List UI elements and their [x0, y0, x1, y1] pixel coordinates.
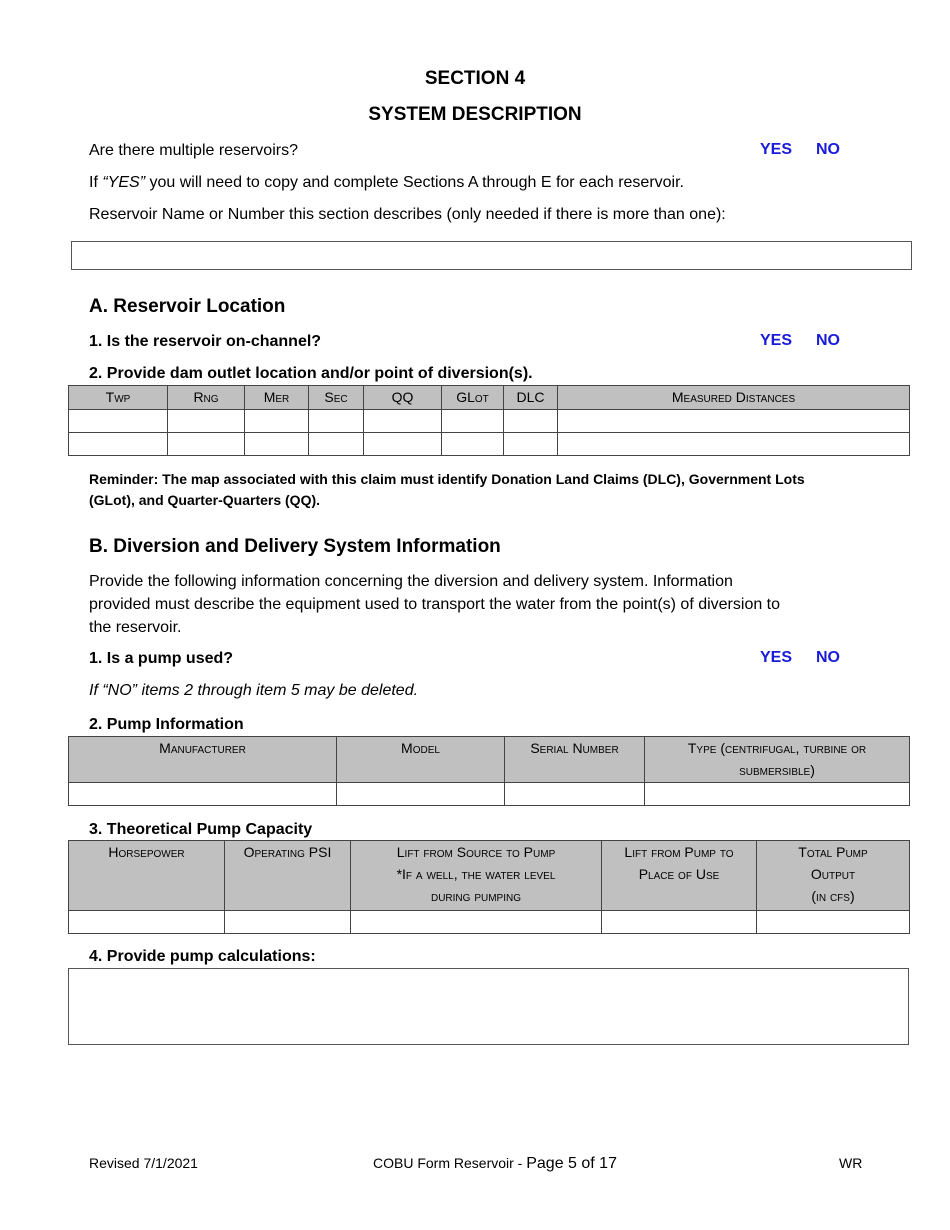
glot-cell[interactable] [442, 433, 504, 456]
header-twp: Twp [69, 386, 168, 410]
model-cell[interactable] [337, 783, 505, 806]
header-lift-source-line-1: Lift from Source to Pump [396, 844, 556, 860]
page-title: SYSTEM DESCRIPTION [368, 104, 582, 125]
diversion-description-line-1: Provide the following information concerning the diversion and delivery system. Information [89, 573, 733, 590]
mer-cell[interactable] [245, 433, 309, 456]
header-total-output-line-2: Output [810, 866, 856, 882]
lift-use-cell[interactable] [602, 911, 757, 934]
operating-psi-cell[interactable] [225, 911, 351, 934]
header-lift-source-line-3: during pumping [430, 888, 521, 904]
header-total-output [757, 841, 910, 911]
header-dlc: DLC [504, 386, 558, 410]
twp-cell[interactable] [69, 410, 168, 433]
on-channel-yes[interactable]: YES [760, 332, 793, 349]
diversion-description-line-2: provided must describe the equipment used to transport the water from the point(s) of diversion to [89, 596, 781, 613]
pump-capacity-table [68, 840, 910, 934]
if-yes-prefix: If [89, 174, 103, 191]
pump-calculations-field[interactable] [68, 968, 909, 1045]
location-table [68, 385, 910, 456]
if-yes-instruction [89, 173, 684, 193]
map-reminder-line-1: Reminder: The map associated with this claim must identify Donation Land Claims (DLC), Government Lots [89, 471, 805, 487]
multiple-reservoirs-no[interactable]: NO [816, 141, 840, 158]
header-qq: QQ [364, 386, 442, 410]
serial-number-cell[interactable] [505, 783, 645, 806]
pump-capacity-label: 3. Theoretical Pump Capacity [89, 821, 313, 838]
pump-note: If “NO” items 2 through item 5 may be deleted. [89, 682, 419, 699]
lift-source-cell[interactable] [351, 911, 602, 934]
section-number: SECTION 4 [424, 68, 526, 89]
horsepower-cell[interactable] [69, 911, 225, 934]
map-reminder [89, 469, 859, 511]
header-lift-use-line-2: Place of Use [638, 866, 720, 882]
if-yes-quote: “YES” [102, 174, 146, 191]
pump-used-yes[interactable]: YES [760, 649, 793, 666]
pump-information-table [68, 736, 910, 806]
header-horsepower: Horsepower [69, 841, 225, 911]
multiple-reservoirs-yes[interactable]: YES [760, 141, 793, 158]
header-glot: GLot [442, 386, 504, 410]
sec-cell[interactable] [309, 410, 364, 433]
page-number: Page 5 of 17 [526, 1155, 617, 1172]
pump-used-question: 1. Is a pump used? [89, 650, 234, 667]
header-measured-distances: Measured Distances [558, 386, 910, 410]
pump-information-label: 2. Pump Information [89, 716, 244, 733]
form-page-footer [373, 1155, 617, 1173]
dlc-cell[interactable] [504, 433, 558, 456]
header-total-output-line-1: Total Pump [798, 844, 868, 860]
rng-cell[interactable] [168, 410, 245, 433]
qq-cell[interactable] [364, 433, 442, 456]
header-rng: Rng [168, 386, 245, 410]
table-row [69, 410, 910, 433]
header-mer: Mer [245, 386, 309, 410]
reservoir-name-field[interactable] [71, 241, 912, 270]
rng-cell[interactable] [168, 433, 245, 456]
twp-cell[interactable] [69, 433, 168, 456]
measured-distances-cell[interactable] [558, 410, 910, 433]
on-channel-question: 1. Is the reservoir on-channel? [89, 333, 322, 350]
sec-cell[interactable] [309, 433, 364, 456]
header-model: Model [337, 737, 505, 783]
header-type-line-1: Type (centrifugal, turbine or [687, 740, 867, 756]
dlc-cell[interactable] [504, 410, 558, 433]
form-name: COBU Form Reservoir - [373, 1155, 527, 1171]
header-manufacturer: Manufacturer [69, 737, 337, 783]
reservoir-name-label: Reservoir Name or Number this section describes (only needed if there is more than one): [89, 206, 726, 223]
header-operating-psi: Operating PSI [225, 841, 351, 911]
table-row [69, 783, 910, 806]
table-row [69, 911, 910, 934]
pump-calculations-label: 4. Provide pump calculations: [89, 948, 316, 965]
total-output-cell[interactable] [757, 911, 910, 934]
header-lift-source [351, 841, 602, 911]
header-lift-use-line-1: Lift from Pump to [624, 844, 734, 860]
glot-cell[interactable] [442, 410, 504, 433]
table-row [69, 433, 910, 456]
revised-date: Revised 7/1/2021 [89, 1155, 198, 1171]
on-channel-no[interactable]: NO [816, 332, 840, 349]
diversion-description [89, 570, 859, 639]
mer-cell[interactable] [245, 410, 309, 433]
multiple-reservoirs-question: Are there multiple reservoirs? [89, 142, 298, 159]
qq-cell[interactable] [364, 410, 442, 433]
if-yes-rest: you will need to copy and complete Sections A through E for each reservoir. [145, 174, 684, 191]
dam-outlet-question: 2. Provide dam outlet location and/or point of diversion(s). [89, 365, 533, 382]
section-b-title: B. Diversion and Delivery System Information [89, 536, 501, 557]
header-type [645, 737, 910, 783]
pump-used-no[interactable]: NO [816, 649, 840, 666]
type-cell[interactable] [645, 783, 910, 806]
form-code: WR [839, 1155, 863, 1171]
manufacturer-cell[interactable] [69, 783, 337, 806]
header-serial-number: Serial Number [505, 737, 645, 783]
measured-distances-cell[interactable] [558, 433, 910, 456]
header-lift-source-line-2: *If a well, the water level [396, 866, 556, 882]
map-reminder-line-2: (GLot), and Quarter-Quarters (QQ). [89, 492, 321, 508]
section-a-title: A. Reservoir Location [89, 296, 286, 317]
header-total-output-line-3: (in cfs) [811, 888, 855, 904]
header-type-line-2: submersible) [739, 762, 815, 778]
header-lift-use [602, 841, 757, 911]
diversion-description-line-3: the reservoir. [89, 619, 182, 636]
header-sec: Sec [309, 386, 364, 410]
